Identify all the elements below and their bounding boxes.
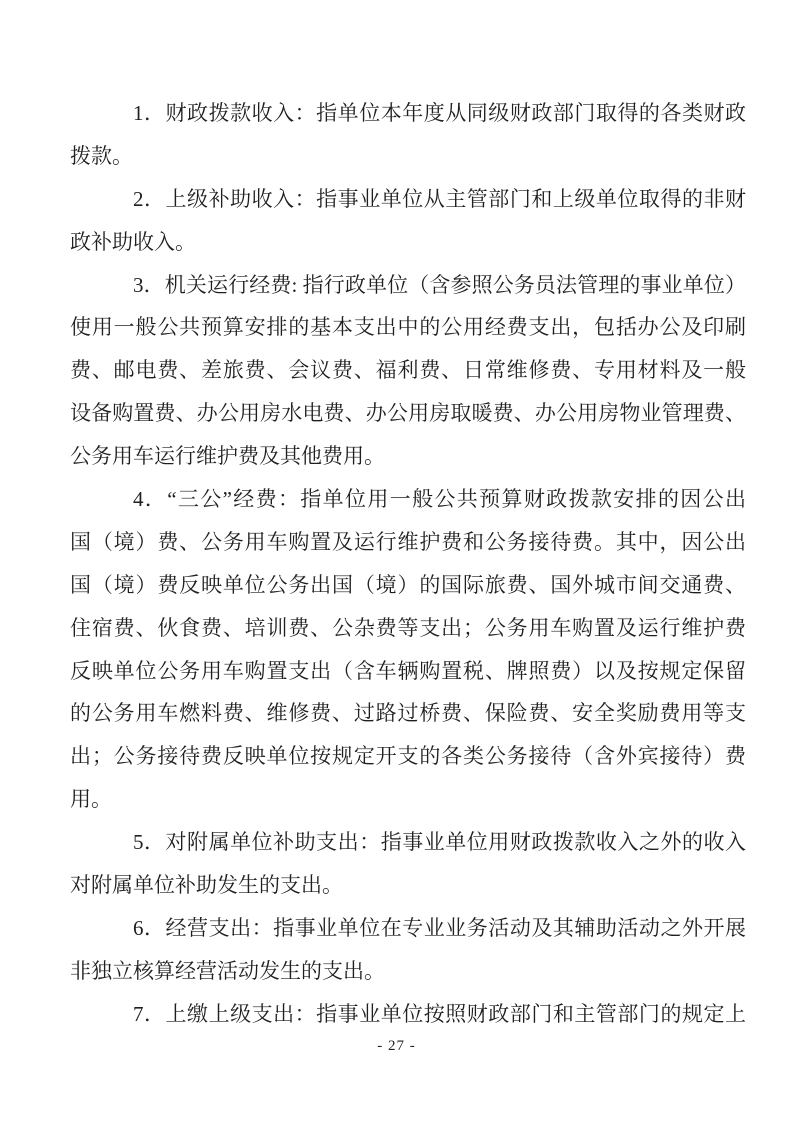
text-line: 对附属单位补助发生的支出。	[70, 873, 343, 898]
text-line: 6．经营支出：指事业单位在专业业务活动及其辅助活动之外开展	[133, 915, 746, 940]
text-line: 出；公务接待费反映单位按规定开支的各类公务接待（含外宾接待）费	[70, 744, 746, 769]
text-line: 的公务用车燃料费、维修费、过路过桥费、保险费、安全奖励费用等支	[70, 701, 746, 726]
body-text	[70, 92, 746, 1036]
text-line: 7．上缴上级支出：指事业单位按照财政部门和主管部门的规定上	[133, 1001, 746, 1026]
text-line: 住宿费、伙食费、培训费、公杂费等支出；公务用车购置及运行维护费	[70, 615, 746, 640]
text-line: 反映单位公务用车购置支出（含车辆购置税、牌照费）以及按规定保留	[70, 658, 746, 683]
text-line: 费、邮电费、差旅费、会议费、福利费、日常维修费、专用材料及一般	[70, 358, 746, 383]
text-line: 非独立核算经营活动发生的支出。	[70, 958, 385, 983]
page-number: - 27 -	[377, 1038, 416, 1054]
text-line: 1．财政拨款收入：指单位本年度从同级财政部门取得的各类财政	[133, 101, 746, 125]
text-line: 4．“三公”经费：指单位用一般公共预算财政拨款安排的因公出	[133, 487, 746, 512]
text-line: 2．上级补助收入：指事业单位从主管部门和上级单位取得的非财	[133, 186, 746, 211]
text-line: 设备购置费、办公用房水电费、办公用房取暖费、办公用房物业管理费、	[70, 401, 746, 426]
text-line: 拨款。	[70, 143, 133, 168]
text-line: 3．机关运行经费: 指行政单位（含参照公务员法管理的事业单位）	[133, 272, 746, 297]
text-line: 公务用车运行维护费及其他费用。	[70, 444, 385, 469]
text-line: 用。	[70, 787, 112, 812]
text-line: 国（境）费反映单位公务出国（境）的国际旅费、国外城市间交通费、	[70, 572, 746, 597]
text-line: 5．对附属单位补助支出：指事业单位用财政拨款收入之外的收入	[133, 830, 746, 855]
text-line: 国（境）费、公务用车购置及运行维护费和公务接待费。其中，因公出	[70, 529, 746, 554]
text-line: 政补助收入。	[70, 229, 196, 254]
text-line: 使用一般公共预算安排的基本支出中的公用经费支出，包括办公及印刷	[70, 315, 746, 340]
